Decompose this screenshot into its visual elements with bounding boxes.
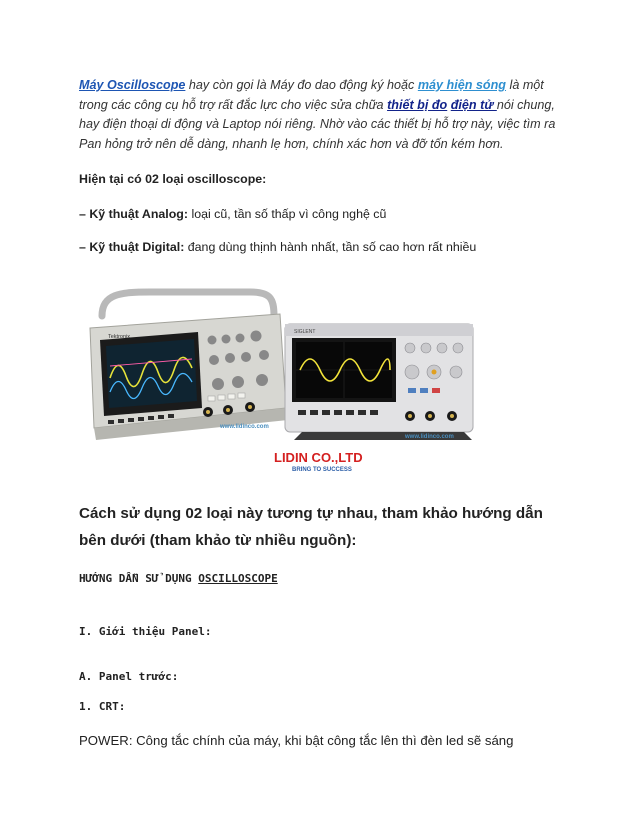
right-bnc-connectors bbox=[405, 411, 457, 421]
carry-handle bbox=[102, 292, 274, 316]
section-heading: Cách sử dụng 02 loại này tương tự nhau, tham khảo hướng dẫn bên dưới (tham khảo từ nhiều nguồn): bbox=[79, 505, 543, 549]
left-watermark: www.lidinco.com bbox=[220, 424, 269, 430]
analog-line bbox=[79, 207, 386, 221]
intro-text-1: hay còn gọi là Máy đo dao động ký hoặc bbox=[185, 78, 418, 92]
digital-label: – Kỹ thuật Digital: bbox=[79, 240, 185, 254]
link-thiet-bi-do[interactable]: thiết bị đo bbox=[387, 97, 448, 112]
left-brand: Tektronix bbox=[108, 334, 131, 340]
link-oscilloscope[interactable]: OSCILLOSCOPE bbox=[198, 572, 278, 585]
link-may-hien-song[interactable]: máy hiện sóng bbox=[417, 78, 507, 92]
siglent-oscilloscope bbox=[285, 324, 473, 440]
power-description: POWER: Công tắc chính của máy, khi bật công tắc lên thì đèn led sẽ sáng bbox=[79, 733, 514, 748]
lidin-logo bbox=[274, 450, 363, 473]
panel-intro-heading: I. Giới thiệu Panel: bbox=[79, 625, 212, 638]
right-brand: SIGLENT bbox=[294, 329, 316, 335]
guide-title-prefix: HƯỚNG DẪN SỬ DỤNG bbox=[79, 572, 199, 585]
digital-line bbox=[79, 240, 476, 254]
guide-title bbox=[79, 572, 278, 585]
link-dien-tu[interactable]: điện tử bbox=[450, 97, 497, 112]
intro-text-3: nói chung, hay điện thoại di động và Laptop nói riêng. Nhờ vào các thiết bị hỗ trợ này, việc tìm ra Pan hỏng trở nên dễ dàng, nhanh lẹ hơn, chính xác hơn và đỡ tốn kém hơn. bbox=[79, 97, 556, 151]
front-panel-heading: A. Panel trước: bbox=[79, 670, 179, 683]
analog-label: – Kỹ thuật Analog: bbox=[79, 207, 188, 221]
oscilloscopes-photo bbox=[80, 288, 480, 478]
crt-heading: 1. CRT: bbox=[79, 700, 126, 713]
digital-text: đang dùng thịnh hành nhất, tần số cao hơn rất nhiều bbox=[184, 240, 477, 254]
types-heading: Hiện tại có 02 loại oscilloscope: bbox=[79, 172, 267, 186]
logo-slogan: BRING TO SUCCESS bbox=[292, 467, 352, 473]
intro-paragraph bbox=[79, 76, 569, 154]
tektronix-oscilloscope bbox=[90, 292, 288, 440]
right-watermark: www.lidinco.com bbox=[405, 434, 454, 440]
logo-name: LIDIN CO.,LTD bbox=[274, 450, 363, 465]
analog-text: loại cũ, tần số thấp vì công nghệ cũ bbox=[188, 207, 387, 221]
intro-text-2: là một trong các công cụ hỗ trợ rất đắc lực cho việc sửa chữa bbox=[79, 78, 544, 112]
link-may-oscilloscope[interactable]: Máy Oscilloscope bbox=[79, 78, 186, 92]
